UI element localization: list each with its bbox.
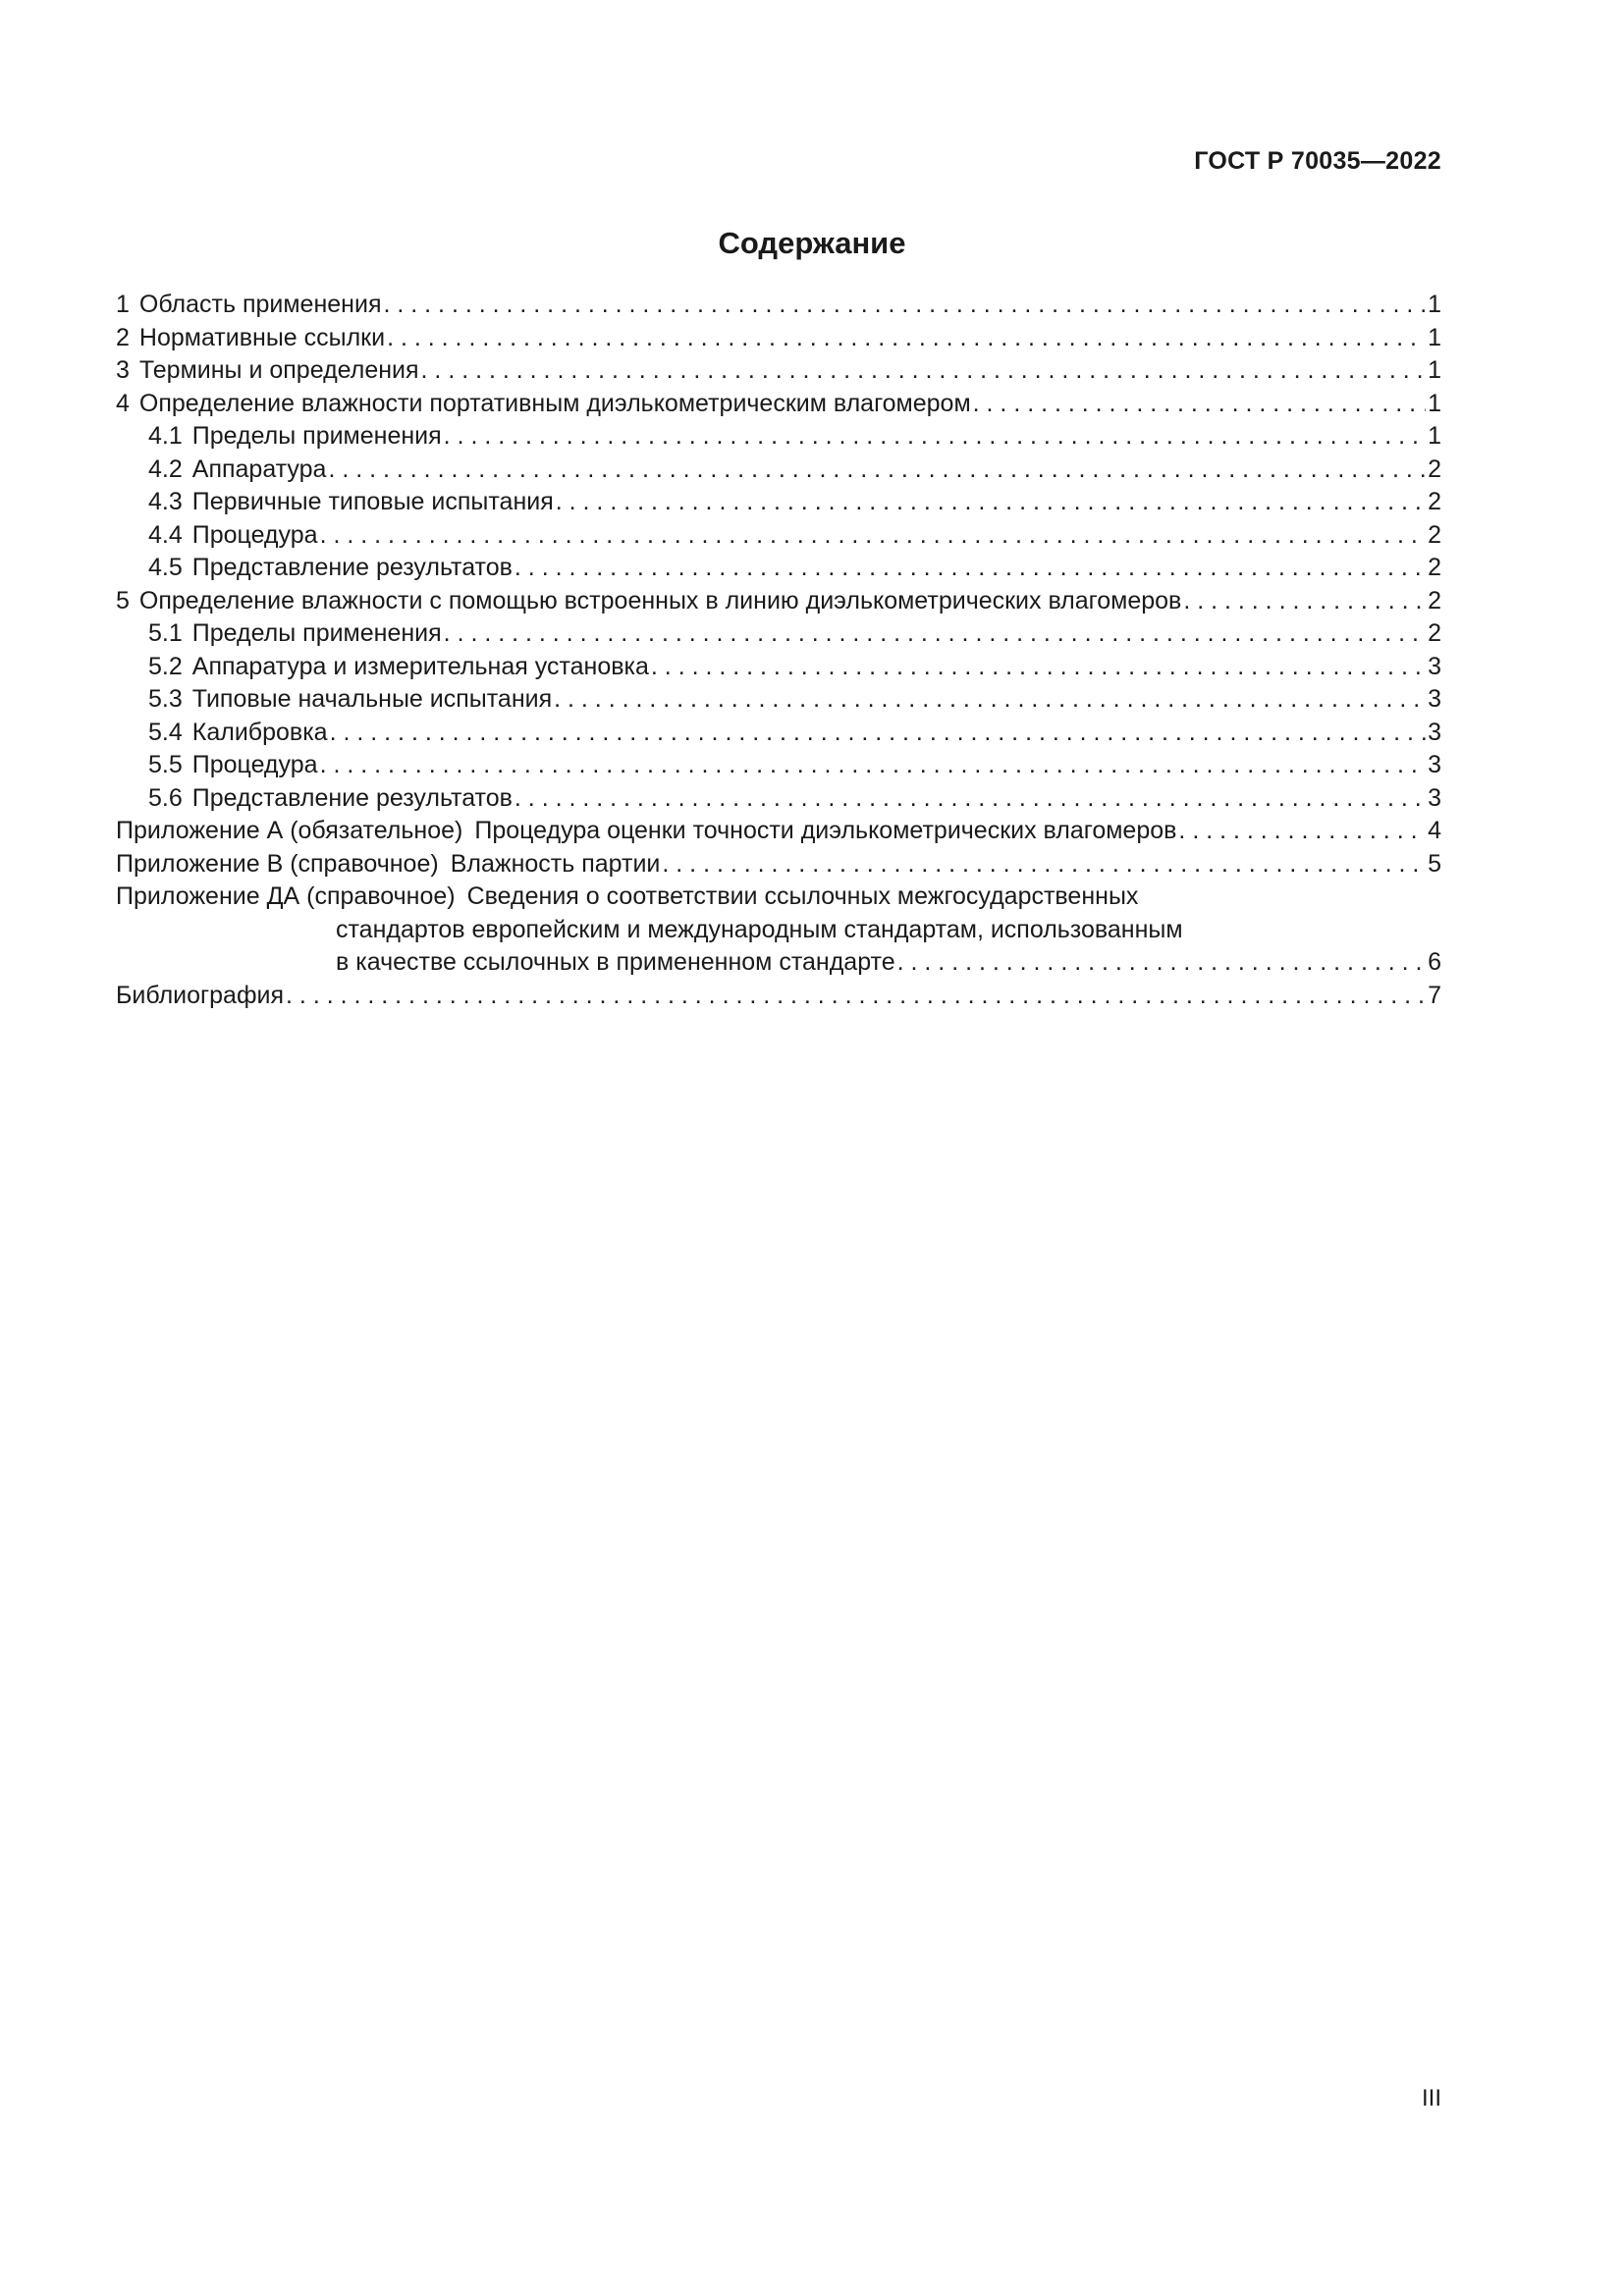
toc-entry-number: 5 [116, 586, 130, 614]
toc-entry-page: 2 [1428, 554, 1441, 581]
toc-entry[interactable] [116, 454, 1441, 487]
toc-entry-label: Термины и определения [138, 356, 419, 384]
toc-entry[interactable] [116, 354, 1441, 388]
toc-entry-page: 1 [1428, 389, 1441, 417]
toc-entry-label: Влажность партии [450, 849, 661, 878]
toc-entry-label: Аппаратура и измерительная установка [191, 652, 649, 680]
toc-entry-label-continuation: стандартов европейским и международным стандартам, использованным [336, 915, 1183, 943]
toc-entry-label-continuation [116, 946, 1441, 980]
dot-leader [514, 552, 1426, 585]
toc-entry-page: 7 [1428, 981, 1441, 1009]
toc-entry[interactable] [116, 552, 1441, 585]
toc-entry-number: 5.2 [148, 652, 183, 680]
toc-entry-label: Процедура [191, 751, 318, 778]
toc-entry-page: 2 [1428, 454, 1441, 483]
toc-entry-number: 4.5 [148, 554, 183, 581]
toc-entry-number: 5.6 [148, 783, 183, 812]
dot-leader [444, 617, 1426, 651]
dot-leader [421, 354, 1427, 388]
toc-entry-bibliography[interactable] [116, 980, 1441, 1013]
toc-entry-page: 1 [1428, 356, 1441, 384]
toc-entry-label: Определение влажности с помощью встроенных в линию диэлькометрических влагомеров [138, 586, 1182, 614]
dot-leader [514, 782, 1426, 816]
toc-entry-number: 1 [116, 291, 130, 318]
toc-entry-page: 3 [1428, 652, 1441, 680]
toc-entry-label: Процедура [191, 520, 318, 549]
toc-entry[interactable] [116, 749, 1441, 782]
dot-leader [556, 486, 1426, 519]
toc-entry-number: 3 [116, 356, 130, 384]
toc-entry-page: 3 [1428, 685, 1441, 713]
page-title: Содержание [718, 226, 906, 260]
dot-leader [320, 749, 1427, 782]
table-of-contents [116, 289, 1441, 1012]
toc-entry-label: Определение влажности портативным диэлькометрическим влагомером [138, 389, 971, 417]
toc-entry-number: Приложение А (обязательное) [116, 817, 463, 844]
toc-entry-label: Сведения о соответствии ссылочных межгосударственных [466, 882, 1139, 910]
toc-entry-number: 4.3 [148, 488, 183, 515]
dot-leader [662, 848, 1426, 881]
toc-entry[interactable] [116, 388, 1441, 421]
dot-leader [286, 980, 1426, 1013]
toc-entry-number: 5.4 [148, 718, 183, 746]
toc-entry-page: 2 [1428, 520, 1441, 549]
toc-entry[interactable] [116, 815, 1441, 848]
toc-entry-number: 5.3 [148, 685, 183, 713]
toc-entry[interactable] [116, 717, 1441, 750]
dot-leader [444, 420, 1426, 454]
dot-leader [1183, 585, 1426, 618]
toc-entry-label: Калибровка [191, 718, 328, 746]
dot-leader [973, 388, 1426, 421]
toc-entry[interactable] [116, 585, 1441, 618]
toc-entry-label: Область применения [138, 291, 382, 318]
dot-leader [651, 651, 1426, 684]
toc-entry-label: Библиография [116, 981, 285, 1009]
toc-entry-number: 4.2 [148, 454, 183, 483]
toc-entry-label: Нормативные ссылки [138, 323, 386, 351]
toc-entry-label: Аппаратура [191, 454, 327, 483]
dot-leader [383, 289, 1426, 322]
toc-entry-number: Приложение В (справочное) [116, 849, 439, 878]
toc-entry[interactable] [116, 617, 1441, 651]
dot-leader [897, 946, 1426, 980]
document-code: ГОСТ Р 70035—2022 [1194, 147, 1441, 175]
toc-entry[interactable] [116, 420, 1441, 454]
dot-leader [330, 717, 1427, 750]
toc-entry-page: 4 [1428, 817, 1441, 844]
page-number: III [1421, 2085, 1441, 2111]
dot-leader [328, 454, 1426, 487]
toc-entry-page: 3 [1428, 718, 1441, 746]
toc-entry-label: Пределы применения [191, 422, 442, 450]
toc-entry-page: 6 [1428, 948, 1441, 976]
toc-entry[interactable] [116, 289, 1441, 322]
toc-entry-page: 2 [1428, 586, 1441, 614]
toc-entry[interactable] [116, 519, 1441, 553]
toc-entry-page: 5 [1428, 849, 1441, 878]
toc-entry-page: 3 [1428, 783, 1441, 812]
toc-entry[interactable] [116, 486, 1441, 519]
toc-entry-number: 4.4 [148, 520, 183, 549]
toc-entry-page: 1 [1428, 291, 1441, 318]
toc-entry-label: Типовые начальные испытания [191, 685, 553, 713]
dot-leader [320, 519, 1427, 553]
toc-entry-page: 1 [1428, 323, 1441, 351]
toc-entry-label: Процедура оценки точности диэлькометрических влагомеров [474, 817, 1177, 844]
toc-entry[interactable] [116, 848, 1441, 881]
toc-entry-label: Представление результатов [191, 783, 513, 812]
toc-entry-number: 5.5 [148, 751, 183, 778]
toc-entry[interactable] [116, 782, 1441, 816]
toc-entry-page: 1 [1428, 422, 1441, 450]
toc-entry-label: в качестве ссылочных в примененном стандарте [336, 948, 895, 976]
toc-entry[interactable] [116, 683, 1441, 717]
dot-leader [387, 322, 1426, 355]
toc-entry-page: 3 [1428, 751, 1441, 778]
dot-leader [554, 683, 1426, 717]
toc-entry-label: Первичные типовые испытания [191, 488, 554, 515]
toc-entry-number: 4 [116, 389, 130, 417]
toc-entry-number: 4.1 [148, 422, 183, 450]
toc-entry-label: Пределы применения [191, 619, 442, 647]
toc-entry[interactable] [116, 651, 1441, 684]
toc-entry-annex-da[interactable] [116, 881, 1441, 914]
toc-entry-label: Представление результатов [191, 554, 513, 581]
toc-entry[interactable] [116, 322, 1441, 355]
toc-entry-page: 2 [1428, 619, 1441, 647]
toc-entry-page: 2 [1428, 488, 1441, 515]
toc-entry-number: 5.1 [148, 619, 183, 647]
toc-entry-number: 2 [116, 323, 130, 351]
dot-leader [1178, 815, 1426, 848]
toc-entry-number: Приложение ДА (справочное) [116, 882, 456, 910]
